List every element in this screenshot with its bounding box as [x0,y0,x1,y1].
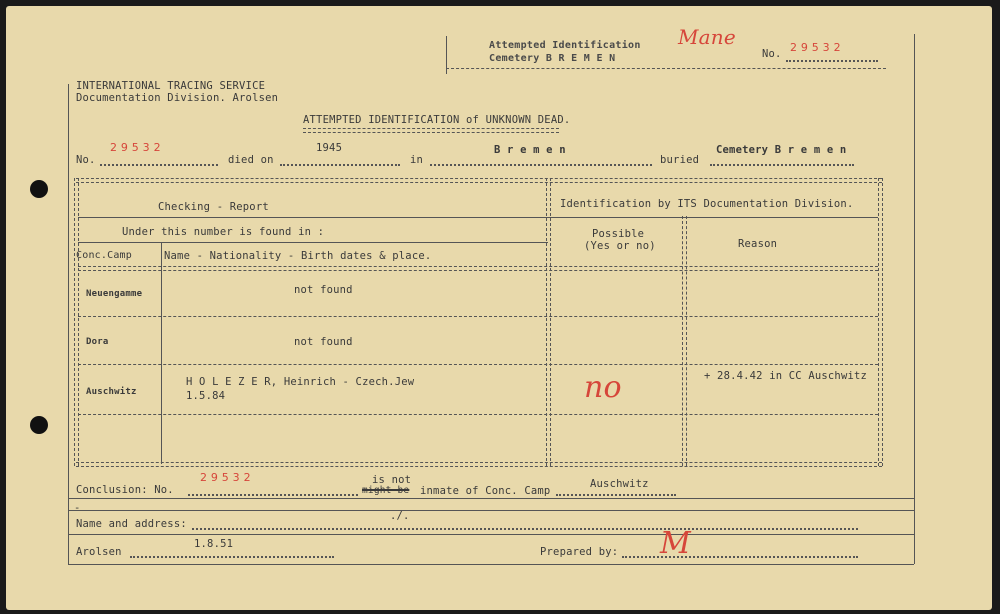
document-card [6,6,992,610]
stamp-line-2: Cemetery B R E M E N [489,53,616,64]
frame-bottom [68,564,914,565]
conclusion-rule [68,498,914,499]
table-line-check [78,217,878,218]
table-left [74,178,79,466]
stamp-no-dots [786,60,878,62]
conclusion-no-value: 2 9 5 3 2 [200,471,251,484]
row-2-name: not found [294,336,353,348]
col-possible-subheader: (Yes or no) [584,240,656,252]
frame-left [68,84,69,564]
table-line-header [78,266,878,271]
under-number-label: Under this number is found in : [122,226,325,238]
record-no-dots [100,164,218,166]
table-line-row1 [78,316,878,317]
record-no-label: No. [76,154,96,166]
name-address-rule-top [68,510,914,511]
name-address-dots [192,528,858,530]
camp-dots [556,494,676,496]
camp-value: Auschwitz [590,478,649,490]
prepared-by-dots [622,556,858,558]
died-on-value: 1945 [316,142,343,154]
stamp-underline [446,68,886,69]
date-dots [130,556,334,558]
table-line-row2 [78,364,878,365]
table-reason-divider [682,216,687,466]
in-dots [430,164,652,166]
table-mid [546,178,551,466]
table-camp-divider [161,242,162,464]
row-3-birthdate: 1.5.84 [186,390,226,402]
identification-header: Identification by ITS Documentation Division. [560,198,854,210]
inmate-label: inmate of Conc. Camp [420,485,551,497]
name-address-value: ./. [390,510,410,522]
name-address-label: Name and address: [76,518,187,530]
place-label: Arolsen [76,546,122,558]
org-line-2: Documentation Division. Arolsen [76,92,279,104]
stamp-no-value: 2 9 5 3 2 [790,41,841,54]
row-2-camp: Dora [86,337,109,347]
is-not-text: is not [372,474,412,486]
row-3-possible: no [584,370,622,405]
table-top [76,178,882,183]
name-address-rule [68,534,914,535]
in-label: in [410,154,424,166]
col-camp-header: Conc.Camp [76,250,132,261]
col-name-header: Name - Nationality - Birth dates & place. [164,250,432,262]
died-on-label: died on [228,154,274,166]
record-no-value: 2 9 5 3 2 [110,141,161,154]
page-title: ATTEMPTED IDENTIFICATION of UNKNOWN DEAD. [303,114,571,126]
stamp-no-label: No. [762,48,782,60]
frame-right [914,34,915,564]
handwritten-name: Mane [678,25,736,49]
stamp-line-1: Attempted Identification [489,40,641,51]
row-1-name: not found [294,284,353,296]
org-line-1: INTERNATIONAL TRACING SERVICE [76,80,266,92]
table-right [878,178,883,466]
buried-value: Cemetery B r e m e n [716,144,847,156]
row-1-camp: Neuengamme [86,289,143,299]
checking-report-header: Checking - Report [158,201,269,213]
row-3-name: H O L E Z E R, Heinrich - Czech.Jew [186,376,415,388]
buried-label: buried [660,154,700,166]
row-3-reason: + 28.4.42 in CC Auschwitz [704,370,868,382]
prepared-by-label: Prepared by: [540,546,619,558]
title-underline [303,128,559,133]
dash-mark: - [74,502,81,514]
punch-hole-top [30,180,48,198]
punch-hole-bottom [30,416,48,434]
row-3-camp: Auschwitz [86,387,137,397]
col-reason-header: Reason [738,238,778,250]
conclusion-no-dots [188,494,358,496]
died-on-dots [280,164,400,166]
prepared-by-initial: M [660,526,691,561]
col-possible-header: Possible [592,228,645,240]
date-value: 1.8.51 [194,538,234,550]
conclusion-label: Conclusion: No. [76,484,174,496]
buried-dots [710,164,854,166]
struck-word: might be [362,485,410,496]
in-value: B r e m e n [494,144,566,156]
table-line-row3 [78,414,878,415]
table-line-under [78,242,548,243]
table-bottom [76,462,882,467]
